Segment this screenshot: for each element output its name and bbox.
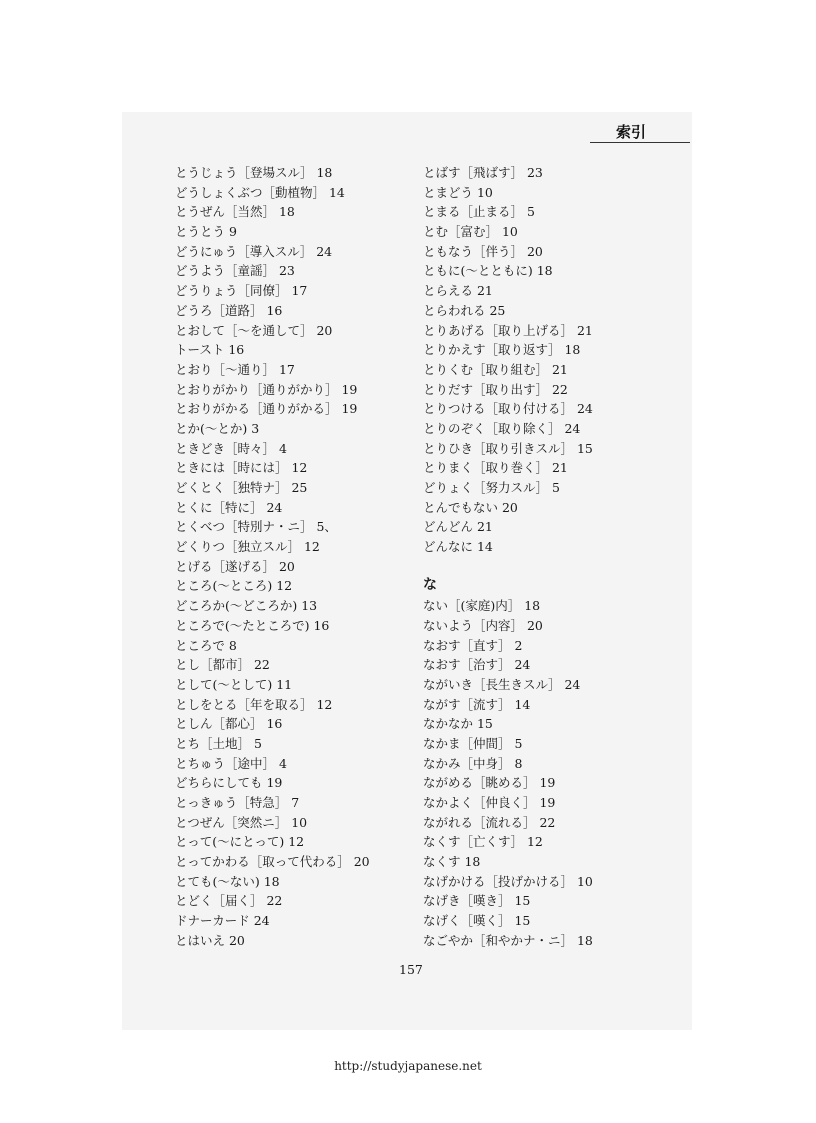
index-entry: としをとる［年を取る］ 12 [175, 696, 333, 712]
index-entry: なくす 18 [423, 854, 481, 870]
index-entry: とげる［遂げる］ 20 [175, 558, 295, 574]
index-entry: とはいえ 20 [175, 932, 245, 948]
index-entry: とちゅう［途中］ 4 [175, 755, 287, 771]
index-entry: なかま［仲間］ 5 [423, 735, 523, 751]
index-entry: とんでもない 20 [423, 499, 518, 515]
index-entry: なげく［嘆く］ 15 [423, 913, 531, 929]
index-entry: とばす［飛ばす］ 23 [423, 165, 543, 180]
index-entry: とっきゅう［特急］ 7 [175, 795, 300, 810]
index-entry: とち［土地］ 5 [175, 735, 262, 751]
index-entry: なかみ［中身］ 8 [423, 755, 523, 771]
index-entry: なごやか［和やかナ・ニ］ 18 [423, 932, 593, 948]
index-entry: とうじょう［登場スル］ 18 [175, 165, 333, 180]
index-entry: どちらにしても 19 [175, 775, 283, 791]
footer-url: http://studyjapanese.net [334, 1059, 482, 1073]
index-entry: として(～として) 11 [175, 676, 293, 692]
index-entry: とか(～とか) 3 [175, 420, 260, 436]
index-entry: なかよく［仲良く］ 19 [423, 795, 556, 810]
na-entries-list [423, 596, 663, 950]
index-entry: とおりがかる［通りがかる］ 19 [175, 401, 358, 417]
index-entry: なおす［直す］ 2 [423, 637, 523, 653]
index-entry: トースト 16 [175, 342, 245, 358]
index-entry: とくに［特に］ 24 [175, 499, 283, 515]
index-entry: ながす［流す］ 14 [423, 696, 531, 712]
index-entry: なげき［嘆き］ 15 [423, 893, 531, 909]
index-entry: ところで(～たところで) 16 [175, 617, 330, 633]
page-header-title: 索引 [616, 123, 647, 141]
index-entry: とって(～にとって) 12 [175, 834, 305, 850]
right-index-column [423, 163, 663, 951]
index-entry: とどく［届く］ 22 [175, 893, 283, 909]
index-entry: なげかける［投げかける］ 10 [423, 873, 593, 889]
index-entry: とりかえす［取り返す］ 18 [423, 342, 581, 358]
index-entry: なかなか 15 [423, 716, 493, 732]
header-rule [590, 142, 690, 143]
index-entry: とうぜん［当然］ 18 [175, 204, 295, 220]
index-entry: どくとく［独特ナ］ 25 [175, 480, 308, 495]
index-entry: とらえる 21 [423, 283, 493, 299]
index-entry: とても(～ない) 18 [175, 873, 280, 889]
index-entry: とくべつ［特別ナ・ニ］ 5、 [175, 519, 337, 535]
page-number: 157 [399, 962, 423, 977]
index-entry: ドナーカード 24 [175, 913, 270, 929]
index-entry: とおりがかり［通りがかり］ 19 [175, 381, 358, 397]
index-entry: とりのぞく［取り除く］ 24 [423, 420, 581, 436]
index-entry: なおす［治す］ 24 [423, 657, 531, 673]
index-entry: ないよう［内容］ 20 [423, 617, 543, 633]
index-entry: どうろ［道路］ 16 [175, 302, 283, 318]
index-entry: とりくむ［取り組む］ 21 [423, 361, 568, 377]
index-entry: ながめる［眺める］ 19 [423, 775, 556, 791]
index-entry: どうよう［童謡］ 23 [175, 263, 295, 279]
index-entry: ながれる［流れる］ 22 [423, 814, 556, 830]
index-entry: とおして［～を通して］ 20 [175, 322, 333, 338]
to-entries-list [423, 163, 663, 557]
index-entry: ところで 8 [175, 637, 237, 653]
section-heading-na: な [423, 577, 437, 594]
index-entry: とってかわる［取って代わる］ 20 [175, 854, 370, 870]
index-entry: どうりょう［同僚］ 17 [175, 283, 308, 299]
index-entry: とうとう 9 [175, 224, 237, 240]
index-entry: ときどき［時々］ 4 [175, 440, 287, 456]
index-entry: とまどう 10 [423, 184, 493, 200]
index-entry: どくりつ［独立スル］ 12 [175, 539, 320, 555]
index-entry: とりまく［取り巻く］ 21 [423, 460, 568, 476]
index-entry: どころか(～どころか) 13 [175, 598, 318, 614]
index-entry: ともに(～とともに) 18 [423, 263, 553, 279]
index-entry: ながいき［長生きスル］ 24 [423, 676, 581, 692]
section-spacer [423, 557, 663, 577]
index-entry: としん［都心］ 16 [175, 716, 283, 732]
index-entry: とりだす［取り出す］ 22 [423, 381, 568, 397]
index-entry: とりつける［取り付ける］ 24 [423, 401, 593, 417]
index-entry: とし［都市］ 22 [175, 657, 270, 673]
left-index-column [175, 163, 415, 951]
index-entry: ところ(～ところ) 12 [175, 578, 293, 594]
index-entry: とりひき［取り引きスル］ 15 [423, 440, 593, 456]
index-entry: どんなに 14 [423, 539, 493, 555]
index-entry: とまる［止まる］ 5 [423, 204, 535, 220]
index-entry: ときには［時には］ 12 [175, 460, 308, 476]
index-entry: どんどん 21 [423, 519, 493, 535]
index-entry: どりょく［努力スル］ 5 [423, 480, 560, 495]
index-entry: とおり［～通り］ 17 [175, 361, 295, 377]
index-entry: なくす［亡くす］ 12 [423, 834, 543, 850]
index-entry: ともなう［伴う］ 20 [423, 243, 543, 259]
index-entry: とりあげる［取り上げる］ 21 [423, 322, 593, 338]
index-entry: とむ［富む］ 10 [423, 224, 518, 240]
index-entry: どうにゅう［導入スル］ 24 [175, 243, 333, 259]
index-entry: ない［(家庭)内］ 18 [423, 598, 541, 614]
index-entry: とつぜん［突然ニ］ 10 [175, 814, 308, 830]
index-entry: どうしょくぶつ［動植物］ 14 [175, 184, 345, 200]
index-entry: とらわれる 25 [423, 302, 506, 318]
